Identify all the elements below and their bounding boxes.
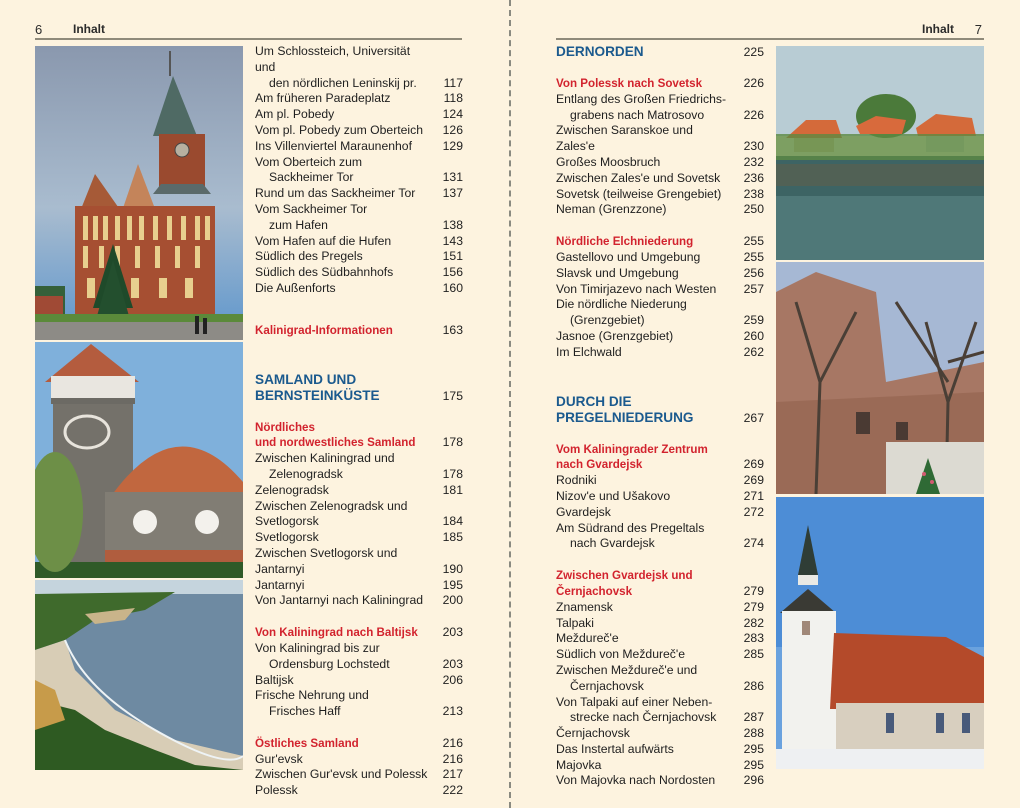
toc-page-number: 295: [743, 741, 764, 756]
toc-spacer: [255, 609, 463, 625]
toc-page-number: 117: [443, 75, 463, 90]
toc-page-number: 272: [743, 504, 764, 519]
toc-entry-title: Kalinigrad-Informationen: [255, 323, 393, 337]
toc-entry-title: nach Gvardejsk: [556, 458, 643, 472]
toc-entry-title: Von Polessk nach Sovetsk: [556, 77, 703, 90]
toc-entry-title: den nördlichen Leninskij pr.: [269, 75, 417, 90]
toc-spacer: [255, 297, 463, 323]
toc-entry-title: Vom Kaliningrader Zentrum: [556, 442, 708, 456]
toc-page-number: 260: [743, 328, 764, 343]
toc-entry: [255, 281, 463, 297]
toc-page-number: 222: [442, 783, 463, 798]
toc-entry-title: Am pl. Pobedy: [255, 107, 335, 122]
toc-page-number: 190: [442, 561, 463, 576]
left-page: [0, 0, 508, 808]
toc-page-number: 184: [442, 514, 463, 529]
toc-entry-title: Nizov'e und Ušakovo: [556, 488, 671, 503]
toc-page-number: 138: [442, 217, 463, 232]
toc-entry: [556, 505, 764, 521]
toc-entry-title: Svetlogorsk: [255, 514, 319, 529]
toc-entry-title: Černjachovsk: [570, 678, 644, 693]
toc-entry: [255, 546, 463, 578]
toc-page-number: 296: [743, 773, 764, 788]
toc-page-number: 267: [743, 410, 764, 425]
toc-entry: [556, 616, 764, 632]
toc-chapter: [556, 44, 764, 60]
photo-water-tower-svetlogorsk: [35, 342, 243, 578]
toc-page-number: 262: [743, 344, 764, 359]
toc-entry: [556, 171, 764, 187]
page-fold-divider: [509, 0, 511, 808]
toc-entry-title: DURCH DIE: [556, 393, 632, 409]
photo-church-ruin: [776, 262, 984, 494]
toc-page-number: 216: [442, 751, 463, 766]
toc-entry-title: Großes Moosbruch: [556, 154, 661, 169]
toc-entry-title: PREGELNIEDERUNG: [556, 409, 694, 425]
toc-entry: [556, 742, 764, 758]
running-head-right: [556, 22, 984, 40]
toc-page-number: 129: [442, 138, 463, 153]
toc-entry: [556, 297, 764, 329]
toc-entry-title: Sovetsk (teilweise Grengebiet): [556, 186, 722, 201]
toc-entry-title: Zelenogradsk: [269, 466, 343, 481]
toc-page-number: 286: [743, 678, 764, 693]
toc-entry: [255, 530, 463, 546]
photo-white-church-winter: [776, 497, 984, 769]
toc-entry-title: Svetlogorsk: [255, 530, 319, 545]
toc-page-number: 257: [743, 281, 764, 296]
toc-page-number: 279: [743, 599, 764, 614]
toc-entry-title: Am früheren Paradeplatz: [255, 91, 391, 106]
toc-entry-title: Gastellovo und Umgebung: [556, 249, 701, 264]
toc-entry: [255, 593, 463, 609]
toc-page-number: 271: [743, 488, 764, 503]
toc-page-number: 160: [442, 280, 463, 295]
toc-page-number: 225: [743, 45, 764, 59]
toc-section: [255, 736, 463, 752]
toc-page-number: 200: [442, 593, 463, 608]
toc-page-number: 203: [442, 656, 463, 671]
toc-section: [556, 234, 764, 250]
toc-entry-title: Zwischen Meždureč'e und: [556, 662, 698, 677]
toc-entry-title: Frische Nehrung und: [255, 688, 369, 703]
toc-page-number: 178: [442, 435, 463, 450]
toc-page-number: 255: [743, 249, 764, 264]
toc-entry-title: SAMLAND UND: [255, 371, 357, 387]
toc-entry: [255, 186, 463, 202]
toc-entry-title: Am Südrand des Pregeltals: [556, 520, 705, 535]
toc-page-number: 126: [442, 122, 463, 137]
toc-entry-title: Jantarnyi: [255, 577, 305, 592]
toc-entry: [556, 187, 764, 203]
toc-entry-title: zum Hafen: [269, 217, 328, 232]
toc-entry: [255, 44, 463, 91]
toc-page-number: 230: [743, 139, 764, 154]
toc-spacer: [556, 426, 764, 442]
toc-page-number: 178: [442, 466, 463, 481]
toc-page-number: 279: [743, 583, 764, 598]
toc-page-number: 124: [442, 107, 463, 122]
toc-spacer: [556, 60, 764, 76]
toc-entry-title: Baltijsk: [255, 672, 294, 687]
toc-entry: [556, 647, 764, 663]
toc-entry: [556, 726, 764, 742]
toc-right: [556, 44, 764, 789]
toc-entry: [556, 202, 764, 218]
toc-page-number: 156: [442, 265, 463, 280]
toc-entry-title: Zwischen Kaliningrad und: [255, 451, 395, 466]
toc-entry-title: Ordensburg Lochstedt: [269, 656, 390, 671]
toc-spacer: [255, 339, 463, 372]
toc-page-number: 213: [442, 704, 463, 719]
toc-entry-title: Talpaki: [556, 615, 594, 630]
toc-page-number: 131: [442, 170, 463, 185]
toc-entry: [556, 663, 764, 695]
toc-page-number: 250: [743, 202, 764, 217]
toc-page-number: 226: [743, 107, 764, 122]
toc-page-number: 143: [442, 233, 463, 248]
toc-entry-title: Černjachovsk: [556, 726, 630, 741]
toc-entry: [255, 499, 463, 531]
toc-chapter: [255, 372, 463, 404]
toc-entry: [556, 123, 764, 155]
toc-entry: [255, 783, 463, 799]
toc-entry-title: Die Außenforts: [255, 280, 336, 295]
toc-page-number: 185: [442, 530, 463, 545]
toc-spacer: [556, 552, 764, 568]
toc-spacer: [255, 404, 463, 420]
toc-page-number: 163: [442, 322, 463, 337]
toc-entry-title: Östliches Samland: [255, 736, 359, 750]
toc-page-number: 216: [442, 735, 463, 750]
toc-entry-title: Südlich des Südbahnhofs: [255, 265, 394, 280]
toc-entry-title: Polessk: [255, 783, 298, 798]
toc-entry-title: Zwischen Svetlogorsk und: [255, 545, 398, 560]
toc-entry: [556, 266, 764, 282]
toc-entry-title: Zelenogradsk: [255, 482, 329, 497]
toc-entry-title: Von Kaliningrad nach Baltijsk: [255, 626, 418, 640]
toc-entry-title: Nördliche Elchniederung: [556, 235, 694, 249]
toc-entry: [556, 695, 764, 727]
toc-section: [255, 420, 463, 452]
toc-section: [255, 625, 463, 641]
toc-spacer: [556, 218, 764, 234]
toc-page-number: 175: [442, 388, 463, 403]
toc-entry-title: Die nördliche Niederung: [556, 297, 687, 312]
toc-entry: [255, 451, 463, 483]
toc-entry: [556, 345, 764, 361]
toc-entry: [556, 473, 764, 489]
toc-spacer: [255, 720, 463, 736]
toc-entry: [255, 673, 463, 689]
toc-entry-title: Majovka: [556, 757, 602, 772]
toc-entry-title: Slavsk und Umgebung: [556, 265, 679, 280]
toc-entry-title: Vom Hafen auf die Hufen: [255, 233, 392, 248]
toc-entry-title: Zwischen Gur'evsk und Polessk: [255, 767, 428, 782]
toc-entry-title: Znamensk: [556, 599, 613, 614]
toc-entry-title: Im Elchwald: [556, 344, 622, 359]
toc-section: [556, 568, 764, 600]
toc-entry-title: Das Instertal aufwärts: [556, 741, 674, 756]
toc-page-number: 295: [743, 757, 764, 772]
page-number: 6: [35, 22, 43, 37]
photo-koenigsberg-cathedral: [35, 46, 243, 340]
toc-page-number: 288: [743, 726, 764, 741]
toc-entry: [255, 234, 463, 250]
toc-page-number: 151: [442, 249, 463, 264]
toc-page-number: 274: [743, 536, 764, 551]
toc-entry: [255, 155, 463, 187]
toc-page-number: 259: [743, 313, 764, 328]
toc-entry: [255, 767, 463, 783]
toc-entry-title: DERNORDEN: [556, 44, 644, 59]
toc-page-number: 217: [442, 767, 463, 782]
toc-page-number: 285: [743, 647, 764, 662]
toc-entry-title: Von Majovka nach Nordosten: [556, 773, 716, 788]
toc-entry: [255, 123, 463, 139]
toc-entry: [556, 329, 764, 345]
toc-entry-title: Vom pl. Pobedy zum Oberteich: [255, 122, 423, 137]
toc-entry: [556, 92, 764, 124]
photo-village-by-lake: [776, 46, 984, 260]
toc-entry: [255, 91, 463, 107]
toc-entry: [556, 600, 764, 616]
toc-entry: [556, 155, 764, 171]
toc-entry: [556, 250, 764, 266]
toc-entry: [556, 631, 764, 647]
toc-entry: [556, 521, 764, 553]
toc-section: [255, 323, 463, 339]
page-number: 7: [974, 22, 982, 37]
toc-entry: [255, 641, 463, 673]
toc-entry-title: Meždureč'e: [556, 631, 619, 646]
toc-entry: [255, 202, 463, 234]
toc-entry-title: BERNSTEINKÜSTE: [255, 387, 380, 403]
toc-entry-title: Vom Sackheimer Tor: [255, 201, 368, 216]
toc-entry: [556, 773, 764, 789]
toc-entry-title: Zwischen Gvardejsk und: [556, 569, 693, 583]
toc-entry: [255, 578, 463, 594]
toc-entry: [255, 107, 463, 123]
toc-entry: [255, 249, 463, 265]
toc-entry-title: Jantarnyi: [255, 561, 305, 576]
toc-page-number: 181: [442, 482, 463, 497]
toc-section: [556, 76, 764, 92]
toc-entry: [255, 139, 463, 155]
toc-entry-title: und nordwestliches Samland: [255, 436, 416, 450]
toc-entry: [255, 483, 463, 499]
toc-entry-title: Von Kaliningrad bis zur: [255, 640, 380, 655]
photo-baltic-coast: [35, 580, 243, 770]
toc-page-number: 256: [743, 265, 764, 280]
toc-chapter: [556, 394, 764, 426]
toc-page-number: 269: [743, 473, 764, 488]
toc-entry-title: Gur'evsk: [255, 751, 303, 766]
toc-entry: [255, 752, 463, 768]
toc-section: [556, 442, 764, 474]
toc-entry: [556, 489, 764, 505]
toc-page-number: 203: [442, 625, 463, 640]
toc-entry: [556, 282, 764, 298]
toc-spacer: [556, 361, 764, 394]
toc-entry-title: Rund um das Sackheimer Tor: [255, 186, 416, 201]
toc-entry-title: strecke nach Černjachovsk: [570, 710, 717, 725]
toc-page-number: 269: [743, 457, 764, 472]
toc-page-number: 137: [442, 186, 463, 201]
toc-entry-title: Gvardejsk: [556, 504, 611, 519]
toc-entry-title: Zwischen Zales'e und Sovetsk: [556, 170, 721, 185]
toc-entry-title: Von Timirjazevo nach Westen: [556, 281, 717, 296]
toc-entry: [556, 758, 764, 774]
running-head-label: Inhalt: [73, 22, 105, 36]
toc-entry-title: Černjachovsk: [556, 584, 633, 598]
toc-entry-title: Um Schlossteich, Universität und: [255, 44, 411, 74]
toc-page-number: 206: [442, 672, 463, 687]
running-head-left: [35, 22, 462, 40]
toc-page-number: 118: [443, 91, 463, 106]
toc-entry-title: Südlich von Meždureč'e: [556, 647, 686, 662]
toc-page-number: 282: [743, 615, 764, 630]
toc-entry-title: Frisches Haff: [269, 704, 341, 719]
toc-page-number: 232: [743, 154, 764, 169]
right-page: [512, 0, 1020, 808]
toc-entry-title: Sackheimer Tor: [269, 170, 354, 185]
running-head-label: Inhalt: [922, 22, 954, 36]
toc-page-number: 195: [442, 577, 463, 592]
toc-entry-title: Zwischen Zelenogradsk und: [255, 498, 408, 513]
toc-page-number: 236: [743, 170, 764, 185]
toc-page-number: 287: [743, 710, 764, 725]
toc-entry-title: Nördliches: [255, 420, 315, 434]
toc-entry-title: nach Gvardejsk: [570, 536, 655, 551]
toc-entry-title: Vom Oberteich zum: [255, 154, 363, 169]
toc-entry-title: Südlich des Pregels: [255, 249, 363, 264]
toc-entry: [255, 265, 463, 281]
toc-entry-title: Jasnoe (Grenzgebiet): [556, 328, 674, 343]
toc-page-number: 226: [743, 76, 764, 90]
toc-entry-title: Ins Villenviertel Maraunenhof: [255, 138, 412, 153]
toc-page-number: 255: [743, 234, 764, 249]
toc-entry-title: Von Talpaki auf einer Neben-: [556, 694, 713, 709]
toc-entry-title: Von Jantarnyi nach Kaliningrad: [255, 593, 424, 608]
toc-entry: [255, 688, 463, 720]
toc-entry-title: Rodniki: [556, 473, 597, 488]
toc-page-number: 283: [743, 631, 764, 646]
toc-entry-title: Neman (Grenzzone): [556, 202, 667, 217]
toc-entry-title: Zwischen Saranskoe und Zales'e: [556, 123, 693, 154]
toc-page-number: 238: [743, 186, 764, 201]
toc-entry-title: grabens nach Matrosovo: [570, 107, 705, 122]
toc-entry-title: (Grenzgebiet): [570, 313, 645, 328]
toc-left: [255, 44, 463, 799]
toc-entry-title: Entlang des Großen Friedrichs-: [556, 91, 727, 106]
